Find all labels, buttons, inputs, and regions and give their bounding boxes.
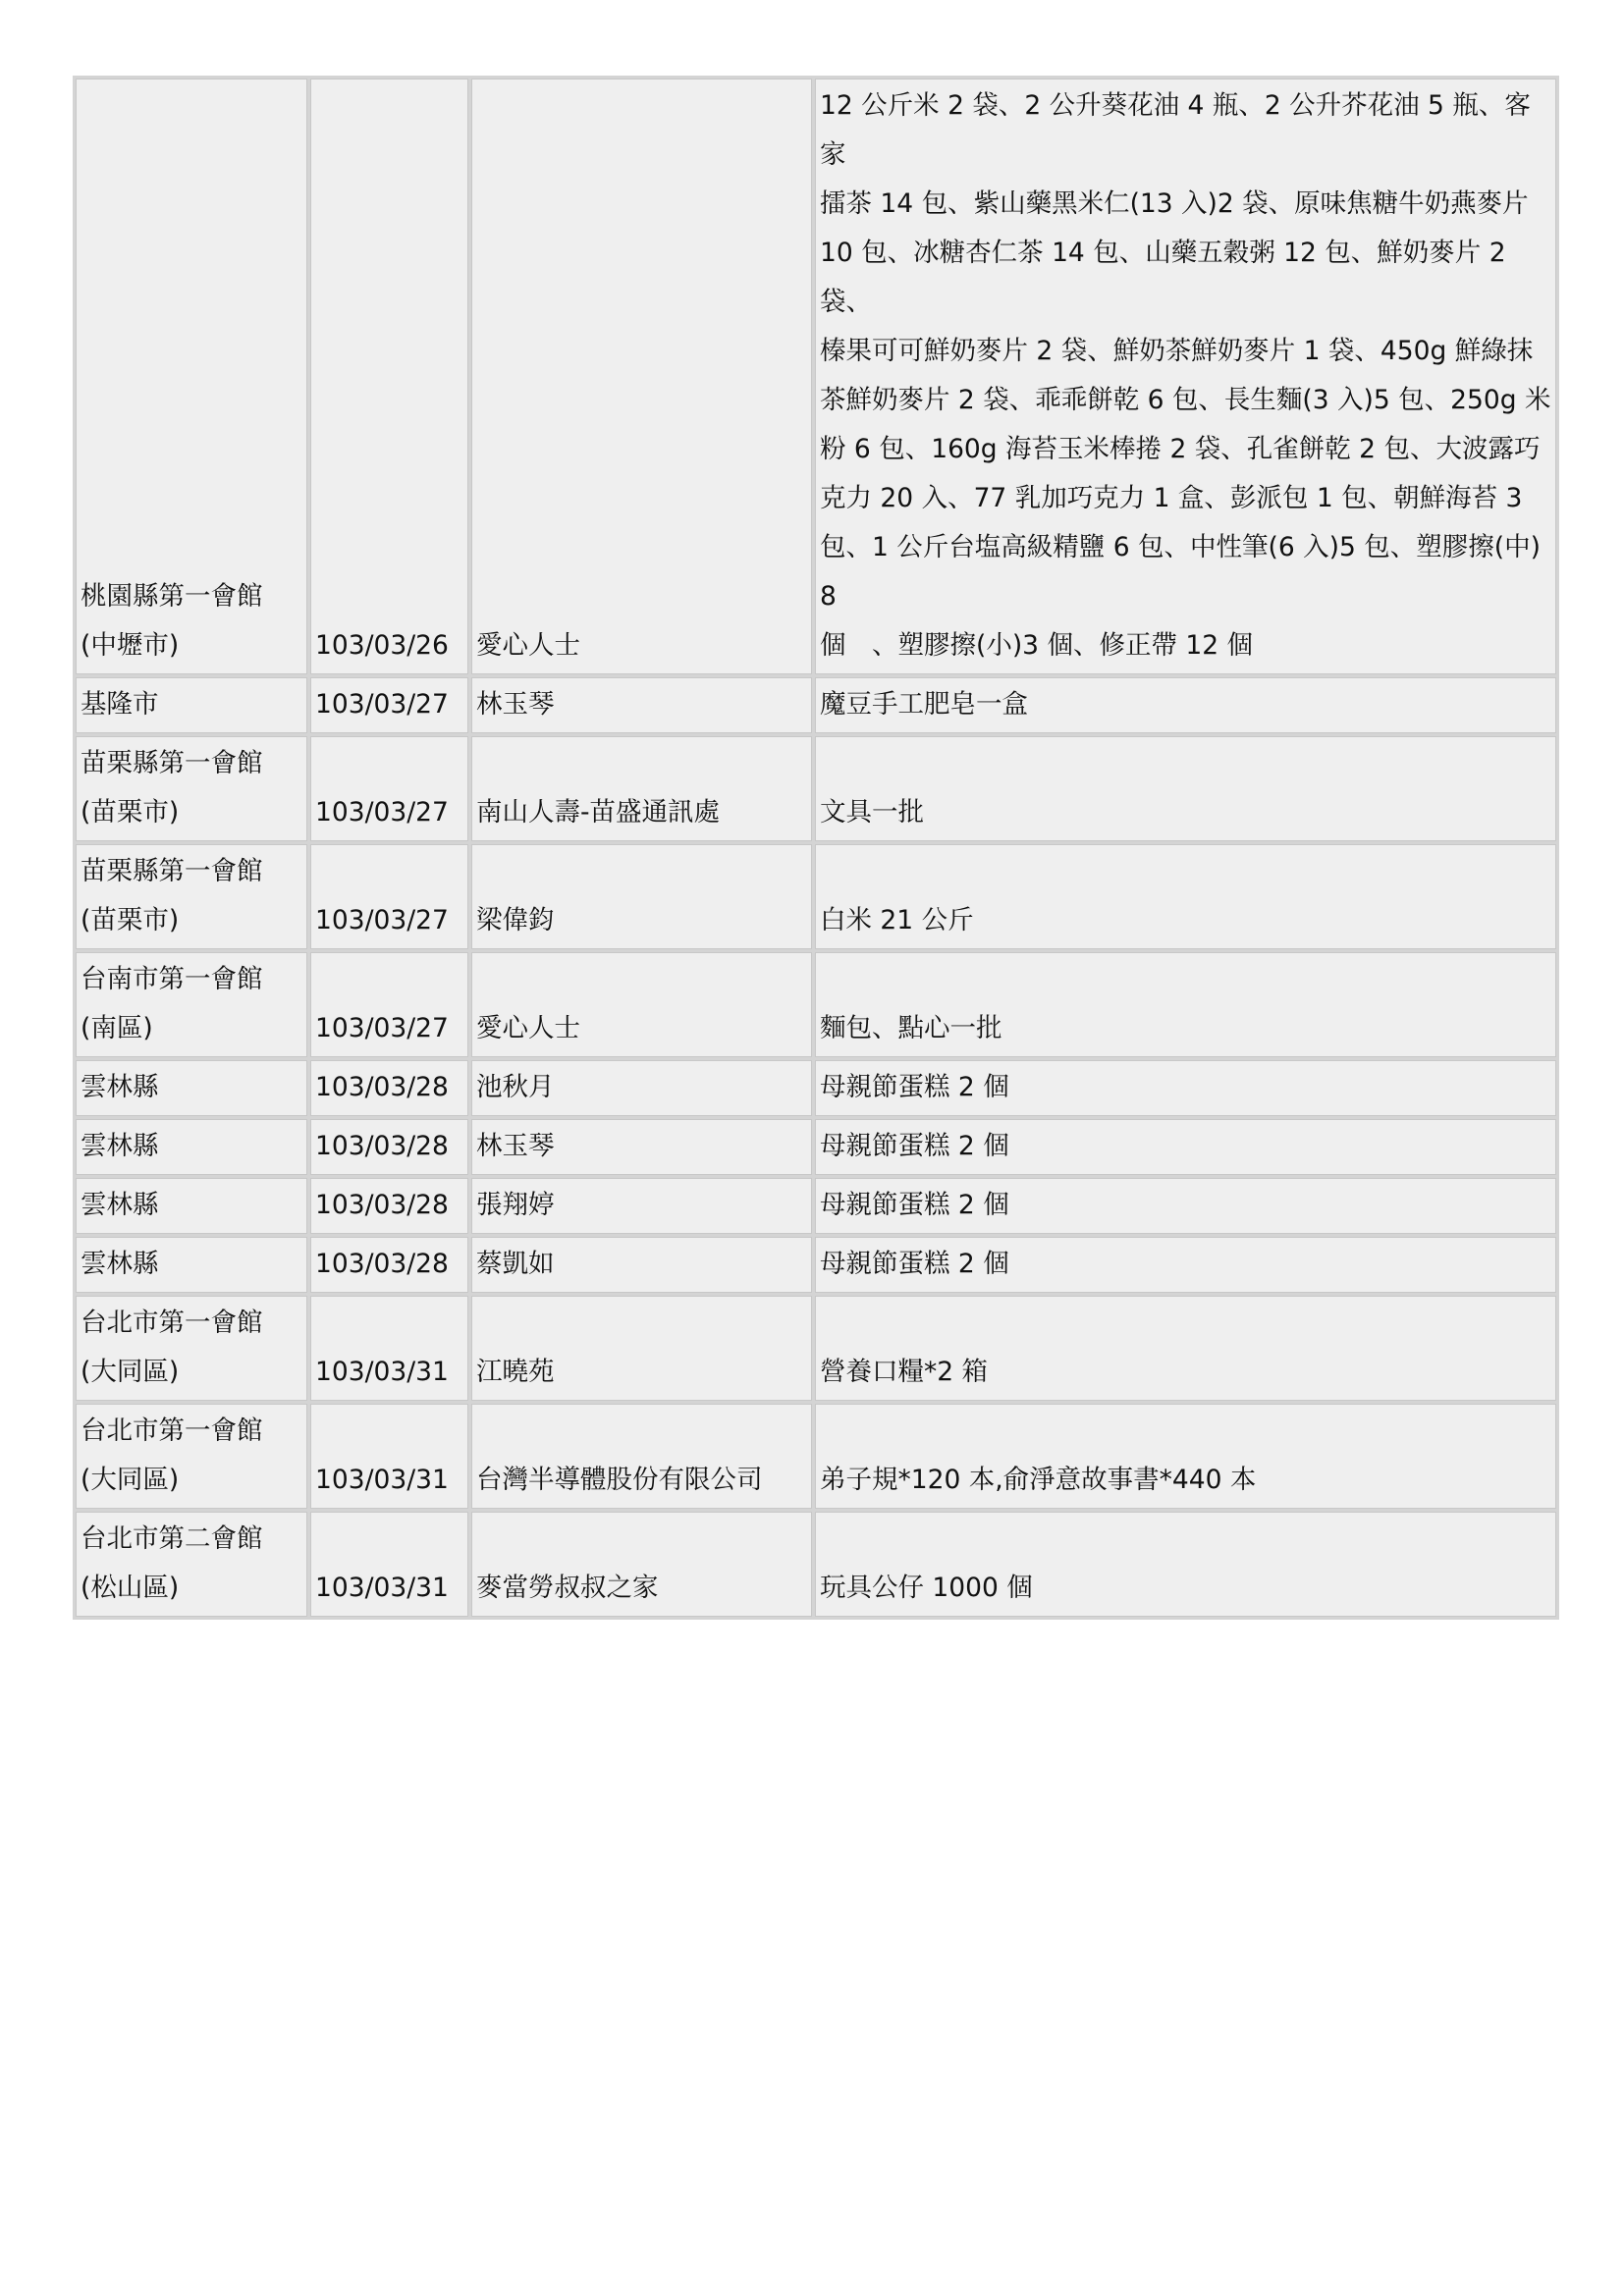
location-cell bbox=[76, 1060, 307, 1116]
items-line: 包、1 公斤台塩高級精鹽 6 包、中性筆(6 入)5 包、塑膠擦(中)8 bbox=[820, 532, 1541, 612]
items-line: 玩具公仔 1000 個 bbox=[820, 1573, 1033, 1603]
donor-cell: 梁偉鈞 bbox=[471, 844, 812, 949]
items-cell bbox=[815, 1237, 1556, 1293]
location-cell bbox=[76, 1237, 307, 1293]
location-line: (大同區) bbox=[81, 1465, 180, 1495]
items-line: 弟子規*120 本,俞淨意故事書*440 本 bbox=[820, 1465, 1257, 1495]
location-line: (苗栗市) bbox=[81, 797, 180, 828]
items-cell bbox=[815, 79, 1556, 674]
items-line: 克力 20 入、77 乳加巧克力 1 盒、彭派包 1 包、朝鮮海苔 3 bbox=[820, 483, 1523, 513]
items-cell bbox=[815, 736, 1556, 841]
table-row bbox=[76, 1060, 1556, 1116]
donation-table-body bbox=[76, 79, 1556, 1617]
items-cell bbox=[815, 1178, 1556, 1234]
location-line: 台北市第二會館 bbox=[81, 1523, 263, 1554]
location-line: 基隆市 bbox=[81, 689, 159, 720]
location-line: (苗栗市) bbox=[81, 905, 180, 935]
location-cell bbox=[76, 1404, 307, 1509]
table-row bbox=[76, 844, 1556, 949]
location-cell bbox=[76, 79, 307, 674]
items-line: 母親節蛋糕 2 個 bbox=[820, 1131, 1009, 1161]
items-line: 母親節蛋糕 2 個 bbox=[820, 1190, 1009, 1220]
table-row bbox=[76, 1512, 1556, 1617]
date-cell: 103/03/27 bbox=[310, 736, 468, 841]
items-line: 榛果可可鮮奶麥片 2 袋、鮮奶茶鮮奶麥片 1 袋、450g 鮮綠抹 bbox=[820, 336, 1534, 366]
donor-cell: 台灣半導體股份有限公司 bbox=[471, 1404, 812, 1509]
items-line: 文具一批 bbox=[820, 797, 924, 828]
location-line: 雲林縣 bbox=[81, 1072, 159, 1102]
date-cell: 103/03/27 bbox=[310, 677, 468, 733]
items-line: 個 、塑膠擦(小)3 個、修正帶 12 個 bbox=[820, 630, 1254, 661]
table-row bbox=[76, 677, 1556, 733]
table-row bbox=[76, 1296, 1556, 1401]
items-line: 母親節蛋糕 2 個 bbox=[820, 1249, 1009, 1279]
location-cell bbox=[76, 952, 307, 1057]
location-line: (南區) bbox=[81, 1013, 153, 1043]
items-cell bbox=[815, 1296, 1556, 1401]
items-cell bbox=[815, 1060, 1556, 1116]
table-row bbox=[76, 79, 1556, 674]
date-cell: 103/03/28 bbox=[310, 1237, 468, 1293]
items-line: 營養口糧*2 箱 bbox=[820, 1357, 989, 1387]
table-row bbox=[76, 1178, 1556, 1234]
location-line: 台北市第一會館 bbox=[81, 1308, 263, 1338]
table-row bbox=[76, 952, 1556, 1057]
location-cell bbox=[76, 736, 307, 841]
donor-cell: 愛心人士 bbox=[471, 952, 812, 1057]
items-cell bbox=[815, 677, 1556, 733]
location-cell bbox=[76, 1512, 307, 1617]
items-cell bbox=[815, 1404, 1556, 1509]
location-cell bbox=[76, 677, 307, 733]
items-line: 12 公斤米 2 袋、2 公升葵花油 4 瓶、2 公升芥花油 5 瓶、客家 bbox=[820, 90, 1531, 170]
location-line: (中壢市) bbox=[81, 630, 180, 661]
table-row bbox=[76, 1237, 1556, 1293]
donor-cell: 林玉琴 bbox=[471, 1119, 812, 1175]
donation-table bbox=[73, 76, 1559, 1620]
date-cell: 103/03/28 bbox=[310, 1060, 468, 1116]
table-row bbox=[76, 1404, 1556, 1509]
location-line: 桃園縣第一會館 bbox=[81, 581, 263, 612]
location-line: 台北市第一會館 bbox=[81, 1415, 263, 1446]
location-line: 苗栗縣第一會館 bbox=[81, 856, 263, 886]
location-cell bbox=[76, 844, 307, 949]
location-line: 苗栗縣第一會館 bbox=[81, 748, 263, 778]
location-line: 雲林縣 bbox=[81, 1131, 159, 1161]
donor-cell: 張翔婷 bbox=[471, 1178, 812, 1234]
donor-cell: 愛心人士 bbox=[471, 79, 812, 674]
date-cell: 103/03/31 bbox=[310, 1512, 468, 1617]
location-line: (松山區) bbox=[81, 1573, 180, 1603]
location-cell bbox=[76, 1119, 307, 1175]
items-line: 白米 21 公斤 bbox=[820, 905, 974, 935]
donor-cell: 南山人壽-苗盛通訊處 bbox=[471, 736, 812, 841]
donor-cell: 蔡凱如 bbox=[471, 1237, 812, 1293]
items-line: 魔豆手工肥皂一盒 bbox=[820, 689, 1028, 720]
items-line: 茶鮮奶麥片 2 袋、乖乖餅乾 6 包、長生麵(3 入)5 包、250g 米 bbox=[820, 385, 1551, 415]
donor-cell: 池秋月 bbox=[471, 1060, 812, 1116]
date-cell: 103/03/31 bbox=[310, 1296, 468, 1401]
items-line: 擂茶 14 包、紫山藥黑米仁(13 入)2 袋、原味焦糖牛奶燕麥片 bbox=[820, 188, 1529, 219]
date-cell: 103/03/27 bbox=[310, 952, 468, 1057]
donor-cell: 江曉苑 bbox=[471, 1296, 812, 1401]
table-row bbox=[76, 736, 1556, 841]
location-line: 雲林縣 bbox=[81, 1249, 159, 1279]
items-cell bbox=[815, 844, 1556, 949]
donor-cell: 林玉琴 bbox=[471, 677, 812, 733]
location-cell bbox=[76, 1296, 307, 1401]
items-line: 粉 6 包、160g 海苔玉米棒捲 2 袋、孔雀餅乾 2 包、大波露巧 bbox=[820, 434, 1541, 464]
date-cell: 103/03/27 bbox=[310, 844, 468, 949]
date-cell: 103/03/28 bbox=[310, 1178, 468, 1234]
items-line: 麵包、點心一批 bbox=[820, 1013, 1002, 1043]
location-line: 雲林縣 bbox=[81, 1190, 159, 1220]
items-cell bbox=[815, 952, 1556, 1057]
items-line: 10 包、冰糖杏仁茶 14 包、山藥五穀粥 12 包、鮮奶麥片 2 袋、 bbox=[820, 238, 1506, 317]
date-cell: 103/03/31 bbox=[310, 1404, 468, 1509]
location-line: 台南市第一會館 bbox=[81, 964, 263, 994]
table-row bbox=[76, 1119, 1556, 1175]
donor-cell: 麥當勞叔叔之家 bbox=[471, 1512, 812, 1617]
date-cell: 103/03/26 bbox=[310, 79, 468, 674]
items-line: 母親節蛋糕 2 個 bbox=[820, 1072, 1009, 1102]
items-cell bbox=[815, 1512, 1556, 1617]
location-cell bbox=[76, 1178, 307, 1234]
items-cell bbox=[815, 1119, 1556, 1175]
location-line: (大同區) bbox=[81, 1357, 180, 1387]
date-cell: 103/03/28 bbox=[310, 1119, 468, 1175]
